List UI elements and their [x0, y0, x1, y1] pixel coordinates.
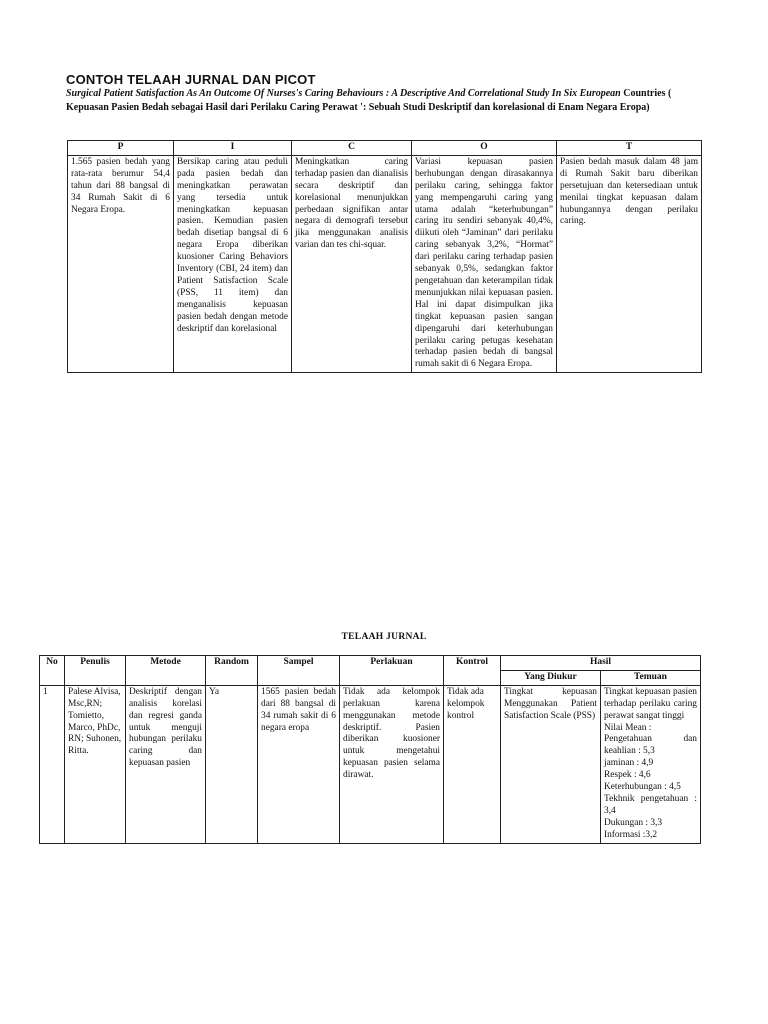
- picot-cell-i: Bersikap caring atau peduli pada pasien bedah dan meningkatkan perawatan yang tersedia untuk meningkatkan kepuasan pasien. Kemudian pasien bedah disetiap bangsal di 6 negara Eropa diberikan kuosioner Caring Behaviors Inventory (CBI, 24 item) dan Patient Satisfaction Scale (PSS, 11 item) dan menganalisis kepuasan pasien bedah dengan metode deskriptif dan korelasional: [174, 155, 292, 372]
- picot-cell-t: Pasien bedah masuk dalam 48 jam di Rumah Sakit baru diberikan persetujuan dan ketersediaan untuk menilai tingkat kepuasan dalam hubungannya dengan perilaku caring.: [557, 155, 702, 372]
- telaah-header-row: [40, 656, 701, 671]
- picot-header-o: O: [412, 141, 557, 156]
- picot-cell-p: 1.565 pasien bedah yang rata-rata berumur 54,4 tahun dari 88 bangsal di 34 Rumah Sakit di 6 Negara Eropa.: [68, 155, 174, 372]
- finding-line: Informasi :3,2: [604, 829, 658, 840]
- cell-kontrol: Tidak ada kelompok kontrol: [444, 685, 501, 843]
- header-no: No: [40, 656, 65, 686]
- finding-line: Pengetahuan dan keahlian : 5,3: [604, 734, 697, 757]
- picot-header-c: C: [292, 141, 412, 156]
- picot-cell-c: Meningkatkan caring terhadap pasien dan dianalisis secara deskriptif dan korelasional menunjukkan perbedaan signifikan antar negara di demografi tersebut jika menggunakan analisis varian dan tes chi-squar.: [292, 155, 412, 372]
- picot-table: [67, 140, 702, 373]
- header-temuan: Temuan: [601, 670, 701, 685]
- telaah-title: TELAAH JURNAL: [341, 632, 427, 642]
- cell-sampel: 1565 pasien bedah dari 88 bangsal di 34 rumah sakit di 6 negara eropa: [258, 685, 340, 843]
- page-title: CONTOH TELAAH JURNAL DAN PICOT: [66, 72, 316, 87]
- picot-header-i: I: [174, 141, 292, 156]
- cell-metode: Deskriptif dengan analisis korelasi dan regresi ganda untuk menguji hubungan perilaku caring dan kepuasan pasien: [126, 685, 206, 843]
- header-sampel: Sampel: [258, 656, 340, 686]
- cell-perlakuan: Tidak ada kelompok perlakuan karena menggunakan metode deskriptif. Pasien diberikan kuosioner untuk mengetahui kepuasan pasien selama dirawat.: [340, 685, 444, 843]
- header-penulis: Penulis: [65, 656, 126, 686]
- finding-line: Respek : 4,6: [604, 770, 651, 781]
- picot-cell-o: Variasi kepuasan pasien berhubungan dengan dirasakannya perilaku caring, sehingga faktor yang mempengaruhi caring yang utama adalah “keterhubungan” caring itu sendiri sebanyak 40,4%, diikuti oleh “Jaminan” dari perilaku caring sebanyak 3,2%, “Hormat” dari perilaku caring terhadap pasien sebanyak 0,5%, sedangkan faktor pengetahuan dan keterampilan tidak menunjukkan nilai kepuasan pasien. Hal ini dapat disimpulkan jika tingkat kepuasan pasien sangan dipengaruhi dari keterhubungan perilaku caring petugas kesehatan terhadap pasien bedah di bangsal rumah sakit di 6 Negara Eropa.: [412, 155, 557, 372]
- cell-no: 1: [40, 685, 65, 843]
- picot-header-row: [68, 141, 702, 156]
- picot-header-t: T: [557, 141, 702, 156]
- cell-yang-diukur: Tingkat kepuasan Menggunakan Patient Satisfaction Scale (PSS): [501, 685, 601, 843]
- telaah-table: [39, 655, 701, 844]
- subtitle-english: Surgical Patient Satisfaction As An Outcome Of Nurses's Caring Behaviours : A Descriptive And Correlational Study In Six European: [66, 88, 621, 99]
- header-perlakuan: Perlakuan: [340, 656, 444, 686]
- finding-line: jaminan : 4,9: [604, 758, 654, 769]
- cell-random: Ya: [206, 685, 258, 843]
- finding-line: Dukungan : 3,3: [604, 817, 663, 828]
- picot-header-p: P: [68, 141, 174, 156]
- finding-line: Tekhnik pengetahuan : 3,4: [604, 793, 697, 816]
- subtitle-indonesian: Countries ( Kepuasan Pasien Bedah sebagai Hasil dari Perilaku Caring Perawat ': Sebuah Studi Deskriptif dan korelasional di Enam Negara Eropa): [66, 88, 672, 113]
- cell-penulis: Palese Alvisa, Msc,RN; Tomietto, Marco, PhDc, RN; Suhonen, Ritta.: [65, 685, 126, 843]
- finding-line: Nilai Mean :: [604, 722, 652, 733]
- header-metode: Metode: [126, 656, 206, 686]
- table-row: [40, 685, 701, 843]
- subtitle: [66, 87, 706, 115]
- header-yang-diukur: Yang Diukur: [501, 670, 601, 685]
- finding-line: Tingkat kepuasan pasien terhadap perilaku caring perawat sangat tinggi: [604, 686, 697, 721]
- header-random: Random: [206, 656, 258, 686]
- finding-line: Keterhubungan : 4,5: [604, 782, 681, 793]
- picot-content-row: [68, 155, 702, 372]
- header-kontrol: Kontrol: [444, 656, 501, 686]
- header-hasil: Hasil: [501, 656, 701, 671]
- cell-temuan: [601, 685, 701, 843]
